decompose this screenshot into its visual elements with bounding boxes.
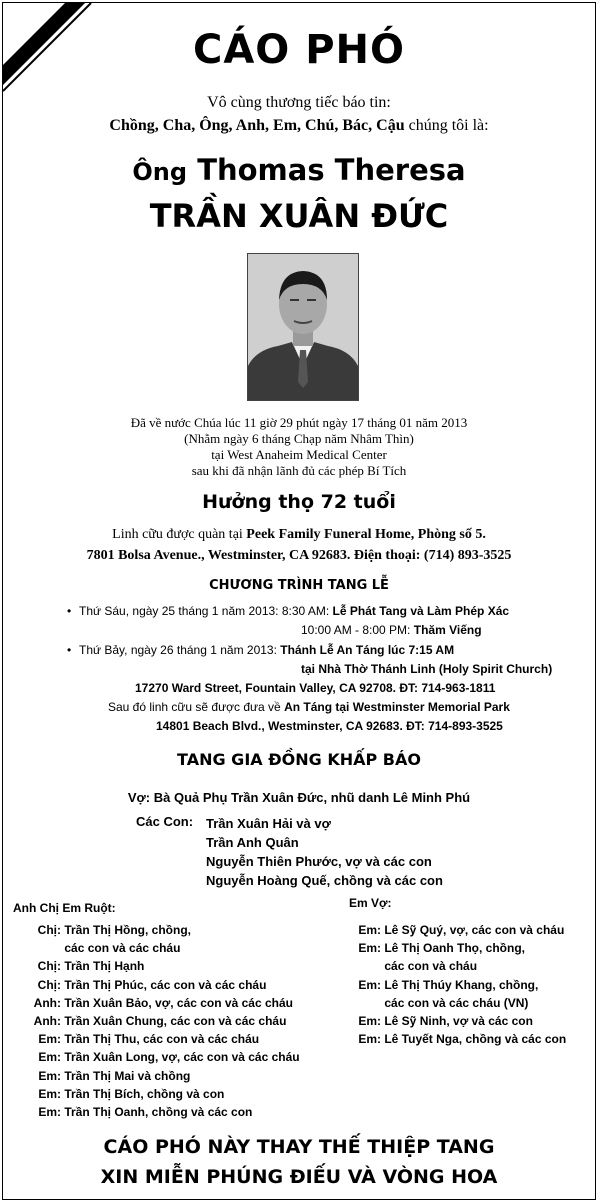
relations-bold: Chồng, Cha, Ông, Anh, Em, Chú, Bác, Cậu [109, 117, 405, 134]
siblings-list [21, 921, 300, 1121]
list-item [21, 1030, 300, 1048]
relation-label: Em: [38, 1068, 61, 1083]
relative-name: Lê Tuyết Nga, chồng và các con [384, 1032, 567, 1047]
relative-name: các con và các cháu (VN) [384, 995, 529, 1010]
relations-line [3, 117, 595, 135]
relation-label: Em: [358, 923, 381, 937]
child-name: Trần Xuân Hải và vợ [206, 816, 331, 831]
relative-name: Lê Sỹ Quý, vợ, các con và cháu [384, 923, 565, 937]
list-item [21, 921, 300, 939]
list-item [21, 1048, 300, 1066]
relation-label: Em: [38, 1105, 61, 1120]
relation-label: Em: [358, 941, 381, 956]
list-item [21, 1067, 300, 1085]
inlaws-list [343, 921, 566, 1048]
page-title: CÁO PHÓ [192, 27, 406, 73]
program-heading: CHƯƠNG TRÌNH TANG LỄ [209, 578, 389, 593]
relation-label: Em: [358, 977, 381, 992]
footer-line-1: CÁO PHÓ NÀY THAY THẾ THIỆP TANG [103, 1136, 495, 1158]
friday-event-1: Lễ Phát Tang và Làm Phép Xác [332, 604, 510, 618]
death-info [3, 415, 595, 479]
church-address: 17270 Ward Street, Fountain Valley, CA 92708. ĐT: 714-963-1811 [135, 681, 496, 695]
relation-label: Em: [38, 1050, 61, 1065]
inlaws-heading: Em Vợ: [349, 896, 392, 910]
friday-date: Thứ Sáu, ngày 25 tháng 1 năm 2013: [79, 604, 282, 618]
relative-name: các con và cháu [384, 959, 478, 974]
list-item [21, 976, 300, 994]
relative-name: Trần Thị Thu, các con và các cháu [64, 1032, 260, 1047]
burial-prefix: Sau đó linh cữu sẽ được đưa về [108, 700, 285, 714]
list-item [343, 1012, 566, 1030]
list-item [343, 994, 566, 1012]
program-friday-2 [301, 623, 482, 637]
relative-name: Trần Xuân Long, vợ, các con và các cháu [64, 1050, 300, 1065]
death-info-line: sau khi đã nhận lãnh đủ các phép Bí Tích [191, 463, 407, 478]
bullet-icon: • [67, 643, 72, 657]
family-heading: TANG GIA ĐỒNG KHẤP BÁO [177, 750, 421, 769]
relative-name: Trần Thị Hồng, chồng, [64, 923, 191, 937]
intro-line: Vô cùng thương tiếc báo tin: [207, 94, 391, 111]
child-name: Nguyễn Hoàng Quế, chồng và các con [206, 873, 443, 888]
wife-line: Vợ: Bà Quả Phụ Trần Xuân Đức, nhũ danh Lê Minh Phú [127, 790, 471, 805]
list-item [343, 921, 566, 939]
relation-label: Chị: [37, 923, 61, 937]
honorific: Ông [132, 158, 188, 186]
list-item [21, 957, 300, 975]
relative-name: các con và các cháu [64, 941, 181, 956]
relation-label: Em: [358, 1014, 381, 1029]
children-label: Các Con: [136, 814, 194, 829]
relative-name: Trần Thị Oanh, chồng và các con [64, 1105, 253, 1120]
bullet-icon: • [67, 604, 72, 618]
relation-label: Anh: [33, 995, 61, 1010]
relation-label: Anh: [33, 1014, 61, 1029]
program-saturday [67, 643, 454, 657]
burial-address: 14801 Beach Blvd., Westminster, CA 92683. ĐT: 714-893-3525 [156, 719, 503, 733]
death-info-line: (Nhằm ngày 6 tháng Chạp năm Nhâm Thìn) [184, 431, 414, 446]
friday-time-1: 8:30 AM: [281, 604, 333, 618]
list-item [21, 994, 300, 1012]
viewing-address: 7801 Bolsa Avenue., Westminster, CA 92683. Điện thoại: (714) 893-3525 [86, 548, 512, 563]
relation-label: Em: [38, 1086, 61, 1101]
age-line: Hưởng thọ 72 tuổi [202, 491, 396, 513]
relative-name: Lê Sỹ Ninh, vợ và các con [384, 1014, 533, 1029]
obituary-notice [2, 2, 596, 1200]
relative-name: Trần Xuân Chung, các con và các cháu [64, 1014, 287, 1029]
deceased-portrait [247, 253, 359, 401]
saturday-mass: Thánh Lễ An Táng lúc 7:15 AM [280, 643, 455, 657]
relative-name: Lê Thị Thúy Khang, chồng, [384, 977, 539, 992]
relation-label: Chị: [37, 977, 61, 992]
siblings-heading: Anh Chị Em Ruột: [13, 901, 116, 915]
list-item [21, 1103, 300, 1121]
burial-line [108, 700, 510, 714]
relation-label: Chị: [37, 959, 61, 974]
child-name: Trần Anh Quân [206, 835, 299, 850]
list-item [21, 1012, 300, 1030]
friday-event-2: Thăm Viếng [413, 623, 482, 637]
relative-name: Trần Thị Hạnh [64, 959, 145, 974]
relative-name: Trần Thị Mai và chồng [64, 1068, 191, 1083]
relations-tail: chúng tôi là: [404, 117, 489, 134]
relation-label: Em: [358, 1032, 381, 1047]
relative-name: Lê Thị Oanh Thọ, chồng, [384, 941, 525, 956]
viewing-place [3, 527, 595, 543]
deceased-full-name: TRẦN XUÂN ĐỨC [149, 197, 449, 235]
relative-name: Trần Xuân Bảo, vợ, các con và các cháu [64, 995, 293, 1010]
deceased-christian-name [3, 153, 595, 187]
list-item [21, 1085, 300, 1103]
list-item [21, 939, 300, 957]
children-list [206, 814, 443, 890]
program-friday [67, 604, 509, 618]
death-info-line: Đã về nước Chúa lúc 11 giờ 29 phút ngày 17 tháng 01 năm 2013 [130, 415, 468, 430]
relation-label: Em: [38, 1032, 61, 1047]
saturday-date: Thứ Bảy, ngày 26 tháng 1 năm 2013: [79, 643, 281, 657]
death-info-line: tại West Anaheim Medical Center [211, 447, 387, 462]
relative-name: Trần Thị Phúc, các con và các cháu [64, 977, 267, 992]
list-item [343, 957, 566, 975]
church-name: tại Nhà Thờ Thánh Linh (Holy Spirit Church) [301, 662, 553, 676]
list-item [343, 939, 566, 957]
child-name: Nguyễn Thiên Phước, vợ và các con [206, 854, 432, 869]
friday-time-2: 10:00 AM - 8:00 PM: [301, 623, 414, 637]
relative-name: Trần Thị Bích, chồng và con [64, 1086, 225, 1101]
list-item [343, 1030, 566, 1048]
viewing-prefix: Linh cữu được quàn tại [112, 527, 247, 542]
burial-place: An Táng tại Westminster Memorial Park [284, 700, 510, 714]
footer-line-2: XIN MIỄN PHÚNG ĐIẾU VÀ VÒNG HOA [100, 1166, 498, 1188]
christian-name: Thomas Theresa [197, 153, 466, 187]
viewing-place-name: Peek Family Funeral Home, Phòng số 5. [246, 527, 486, 542]
list-item [343, 976, 566, 994]
